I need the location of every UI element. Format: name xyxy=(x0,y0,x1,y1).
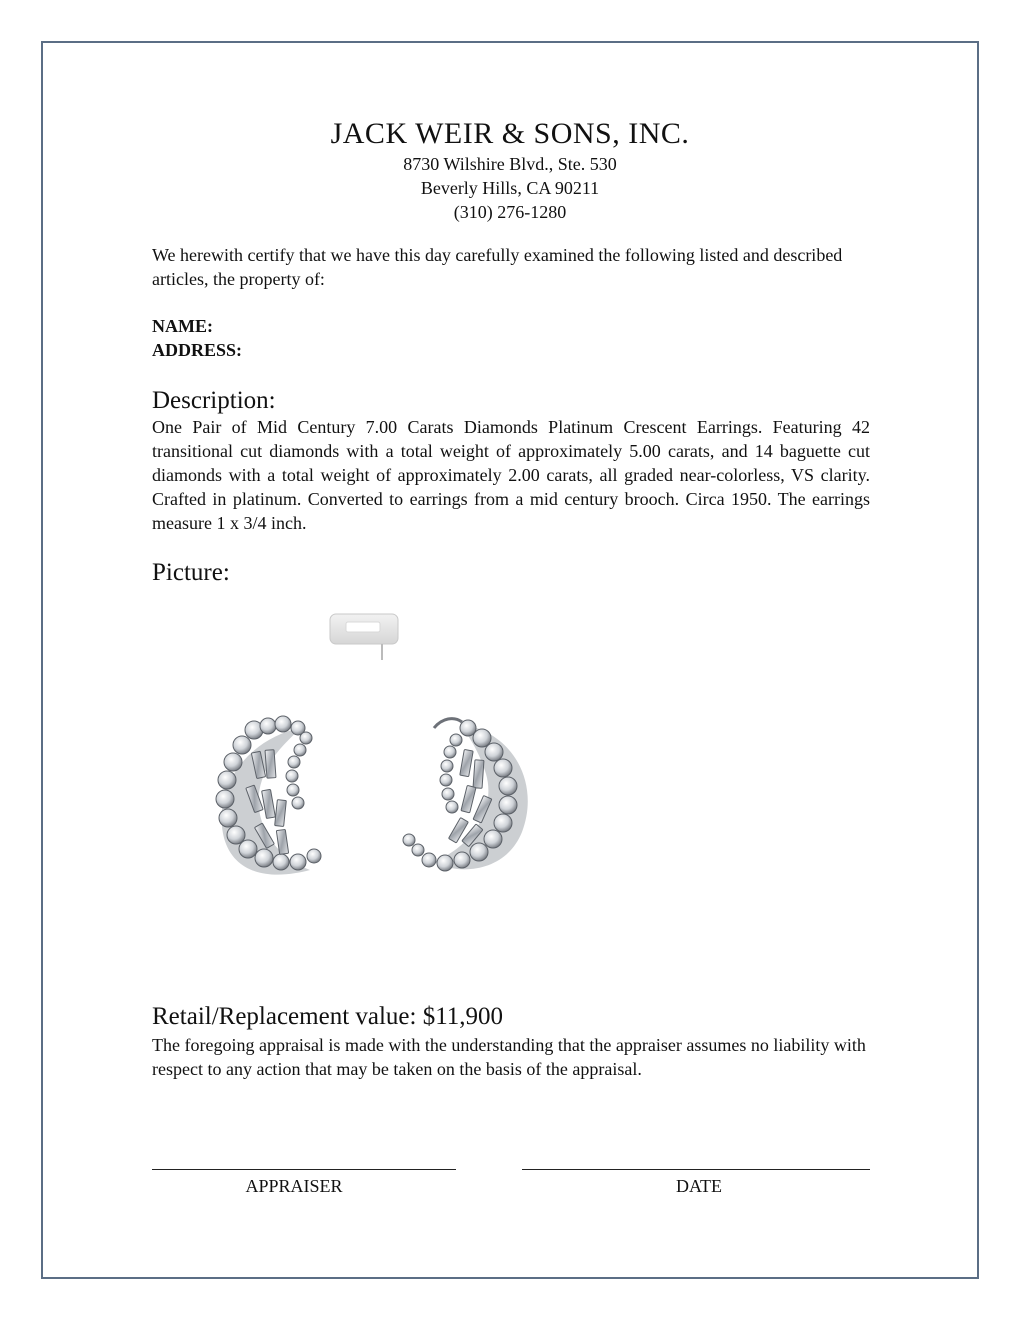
diamond-crescent-earrings-image xyxy=(150,600,870,990)
letterhead xyxy=(0,116,1020,224)
appraiser-signature-line xyxy=(152,1169,456,1170)
date-signature-line xyxy=(522,1169,870,1170)
appraiser-label: APPRAISER xyxy=(245,1176,343,1196)
company-name: JACK WEIR & SONS, INC. xyxy=(330,117,690,150)
description-text: One Pair of Mid Century 7.00 Carats Diamonds Platinum Crescent Earrings. Featuring 42 transitional cut diamonds with a total weight of approximately 5.00 carats, and 14 baguette cut diamonds with a total weight of approximately 2.00 carats, all graded near-colorless, VS clarity. Crafted in platinum. Converted to earrings from a mid century brooch. Circa 1950. The earrings measure 1 x 3/4 inch. xyxy=(152,417,870,533)
company-phone: (310) 276-1280 xyxy=(453,202,567,222)
right-earring xyxy=(403,719,528,871)
name-field-label: NAME: xyxy=(152,316,213,336)
picture-heading: Picture: xyxy=(152,559,230,586)
date-label: DATE xyxy=(676,1176,722,1196)
earrings-photo xyxy=(150,600,870,990)
address-field-label: ADDRESS: xyxy=(152,340,243,360)
left-earring xyxy=(216,716,321,875)
value-heading: Retail/Replacement value: $11,900 xyxy=(152,1003,504,1030)
certification-text: We herewith certify that we have this day carefully examined the following listed and described articles, the property of: xyxy=(152,245,843,289)
disclaimer-text: The foregoing appraisal is made with the understanding that the appraiser assumes no liability with respect to any action that may be taken on the basis of the appraisal. xyxy=(152,1035,866,1079)
company-address-line1: 8730 Wilshire Blvd., Ste. 530 xyxy=(403,154,617,174)
company-address-line2: Beverly Hills, CA 90211 xyxy=(420,178,600,198)
description-heading: Description: xyxy=(152,387,276,414)
earring-clip-back xyxy=(330,614,398,660)
